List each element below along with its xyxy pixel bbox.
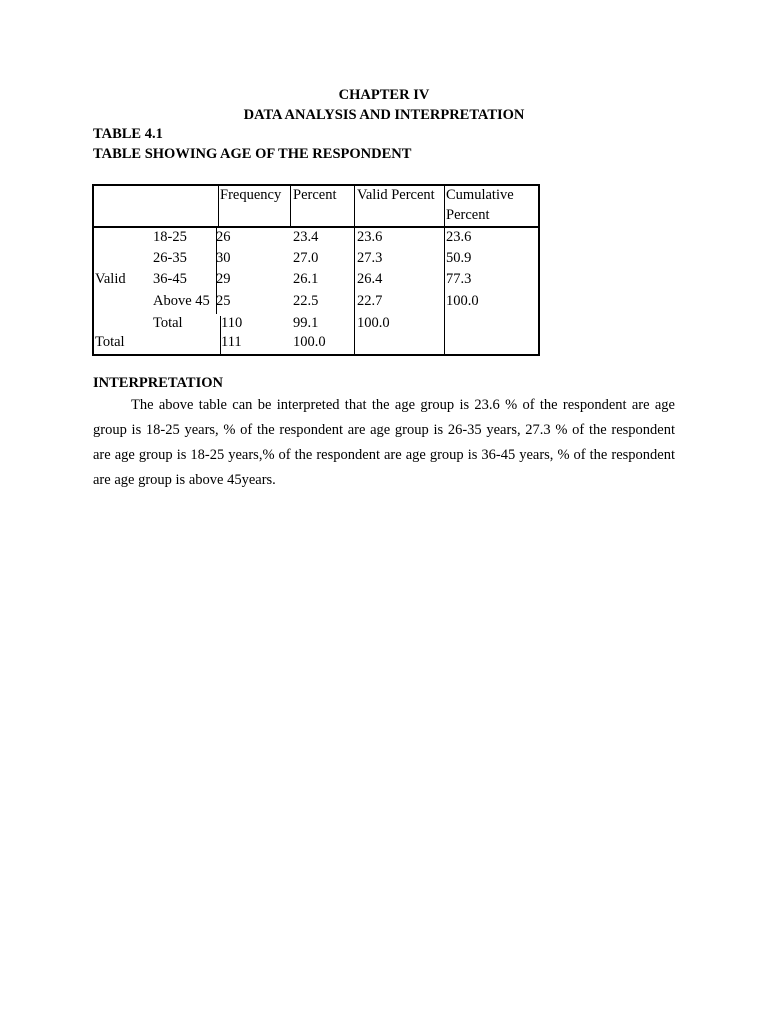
row-label: 18-25 (153, 229, 187, 245)
cell-cumulative: 23.6 (446, 229, 472, 245)
cell-percent: 26.1 (293, 271, 319, 287)
cell-frequency: 29 (216, 271, 231, 287)
cell-cumulative: 100.0 (446, 293, 479, 309)
chapter-heading: CHAPTER IV (338, 87, 430, 103)
row-label: 36-45 (153, 271, 187, 287)
cell-percent: 23.4 (293, 229, 319, 245)
cell-valid-percent: 27.3 (357, 250, 383, 266)
total-percent: 100.0 (293, 334, 326, 350)
cell-frequency: 110 (221, 315, 243, 331)
chapter-subtitle: DATA ANALYSIS AND INTERPRETATION (243, 107, 525, 123)
column-divider (290, 186, 291, 226)
row-label: Total (153, 315, 183, 331)
cell-percent: 27.0 (293, 250, 319, 266)
age-table (92, 184, 540, 356)
row-label: 26-35 (153, 250, 187, 266)
column-divider (354, 186, 355, 356)
header-cumulative-percent: Percent (446, 207, 490, 223)
column-divider (218, 186, 219, 226)
header-cumulative: Cumulative (446, 187, 514, 203)
cell-valid-percent: 100.0 (357, 315, 390, 331)
column-divider (444, 186, 445, 356)
cell-cumulative: 50.9 (446, 250, 472, 266)
header-frequency: Frequency (220, 187, 282, 203)
cell-valid-percent: 26.4 (357, 271, 383, 287)
cell-cumulative: 77.3 (446, 271, 472, 287)
cell-valid-percent: 22.7 (357, 293, 383, 309)
cell-frequency: 25 (216, 293, 231, 309)
header-valid-percent: Valid Percent (357, 187, 435, 203)
cell-percent: 99.1 (293, 315, 319, 331)
header-percent: Percent (293, 187, 337, 203)
interpretation-heading: INTERPRETATION (93, 375, 223, 391)
row-label: Above 45 (153, 293, 210, 309)
cell-frequency: 30 (216, 250, 231, 266)
total-frequency: 111 (221, 334, 242, 350)
cell-percent: 22.5 (293, 293, 319, 309)
cell-valid-percent: 23.6 (357, 229, 383, 245)
table-caption: TABLE SHOWING AGE OF THE RESPONDENT (93, 146, 412, 162)
table-number: TABLE 4.1 (93, 126, 163, 142)
cell-frequency: 26 (216, 229, 231, 245)
interpretation-paragraph: The above table can be interpreted that the age group is 23.6 % of the respondent are age group is 18-25 years, % of the respondent are age group is 26-35 years, 27.3 % of the respondent are age group is 18-25 years,% of the respondent are age group is 36-45 years, % of the respondent are age group is above 45years. (93, 397, 675, 488)
valid-label: Valid (95, 271, 126, 287)
total-label: Total (95, 334, 125, 350)
